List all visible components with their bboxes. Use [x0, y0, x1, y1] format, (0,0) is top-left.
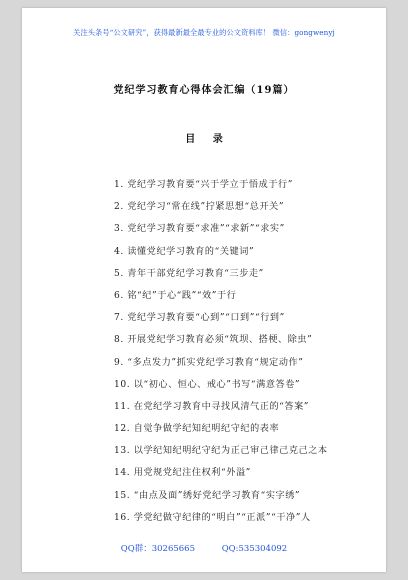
qq-label: QQ:535304092 — [221, 544, 288, 554]
table-of-contents — [114, 178, 328, 533]
toc-item: 15. “由点及面”绣好党纪学习教育“实字绣” — [114, 490, 301, 501]
toc-item: 7. 党纪学习教育要“心到”“口到”“行到” — [114, 313, 285, 324]
document-page — [22, 8, 386, 572]
toc-item: 12. 自觉争做学纪知纪明纪守纪的表率 — [114, 424, 280, 435]
header-note: 关注头条号“公文研究”，获得最新最全最专业的公文资料库！ 微信：gongwenyj — [73, 28, 335, 37]
toc-item: 6. 铭“纪”于心“践”“效”于行 — [114, 290, 237, 301]
toc-item: 13. 以学纪知纪明纪守纪为正己审己律己克己之本 — [114, 446, 328, 457]
toc-item: 1. 党纪学习教育要“兴于学立于悟成于行” — [114, 180, 293, 190]
toc-item: 2. 党纪学习“常在线”拧紧思想“总开关” — [114, 202, 285, 213]
toc-item: 5. 青年干部党纪学习教育“三步走” — [114, 268, 264, 279]
toc-item: 16. 学党纪做守纪律的“明白”“正派”“干净”人 — [114, 512, 311, 523]
toc-heading: 目 录 — [185, 134, 230, 145]
toc-item: 10. 以“初心、恒心、戒心”书写“满意答卷” — [114, 379, 301, 390]
toc-item: 9. “多点发力”抓实党纪学习教育“规定动作” — [114, 357, 304, 368]
toc-item: 14. 用党规党纪注住权利“外溢” — [114, 468, 251, 479]
toc-item: 3. 党纪学习教育要“求准”“求新”“求实” — [114, 224, 285, 235]
toc-item: 4. 读懂党纪学习教育的“关键词” — [114, 246, 255, 257]
document-title: 党纪学习教育心得体会汇编（19篇） — [113, 85, 295, 96]
qq-group-label: QQ群：30265665 — [120, 544, 195, 554]
footer-contact — [22, 542, 386, 554]
toc-item: 11. 在党纪学习教育中寻找风清气正的“答案” — [114, 401, 310, 412]
toc-item: 8. 开展党纪学习教育必须“筑坝、搭梗、除虫” — [114, 335, 313, 346]
